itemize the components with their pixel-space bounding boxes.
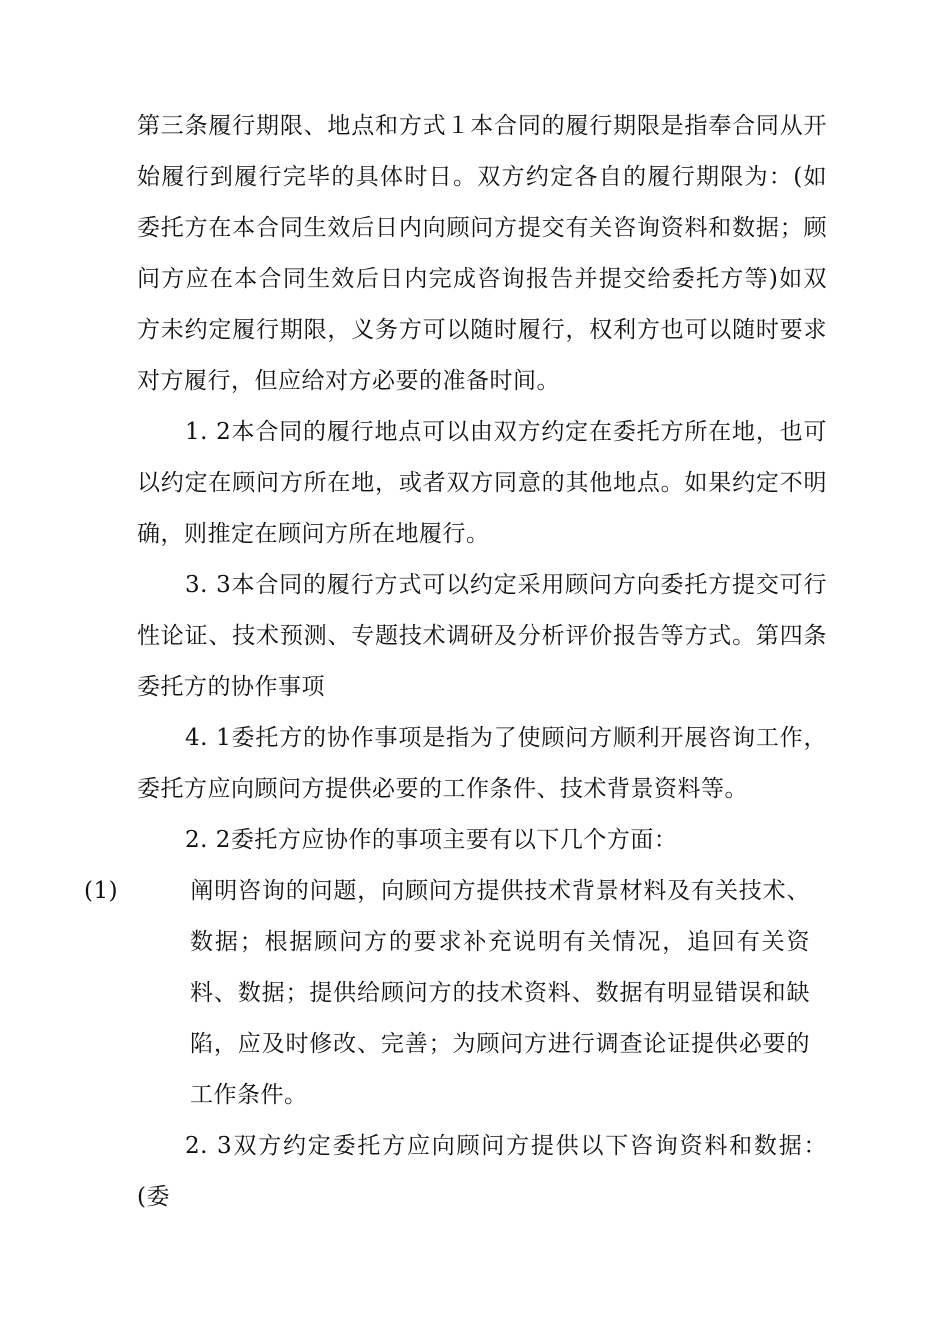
- paragraph-performance-term: 第三条履行期限、地点和方式１本合同的履行期限是指奉合同从开始履行到履行完毕的具体时日。双方约定各自的履行期限为：(如委托方在本合同生效后日内向顾问方提交有关咨询资料和数据；顾问方应在本合同生效后日内完成咨询报告并提交给委托方等)如双方未约定履行期限，义务方可以随时履行，权利方也可以随时要求对方履行，但应给对方必要的准备时间。: [137, 113, 827, 394]
- paragraph-performance-location: 1. 2本合同的履行地点可以由双方约定在委托方所在地，也可以约定在顾问方所在地，或者双方同意的其他地点。如果约定不明确，则推定在顾问方所在地履行。: [137, 419, 827, 547]
- paragraph-materials-agreement: 2. 3双方约定委托方应向顾问方提供以下咨询资料和数据：(委: [137, 1133, 827, 1210]
- list-item-text: 阐明咨询的问题，向顾问方提供技术背景材料及有关技术、数据；根据顾问方的要求补充说明有关情况，追回有关资料、数据；提供给顾问方的技术资料、数据有明显错误和缺陷，应及时修改、完善；为顾问方进行调查论证提供必要的工作条件。: [190, 878, 810, 1108]
- list-item-clarify-question: [84, 866, 810, 1121]
- list-item-marker: (1): [84, 878, 119, 904]
- paragraph-cooperation-items-intro: 2. 2委托方应协作的事项主要有以下几个方面：: [185, 827, 678, 853]
- paragraph-performance-method: 3. 3本合同的履行方式可以约定采用顾问方向委托方提交可行性论证、技术预测、专题技术调研及分析评价报告等方式。第四条委托方的协作事项: [137, 572, 827, 700]
- paragraph-cooperation-definition: 4. 1委托方的协作事项是指为了使顾问方顺利开展咨询工作，委托方应向顾问方提供必要的工作条件、技术背景资料等。: [137, 725, 827, 802]
